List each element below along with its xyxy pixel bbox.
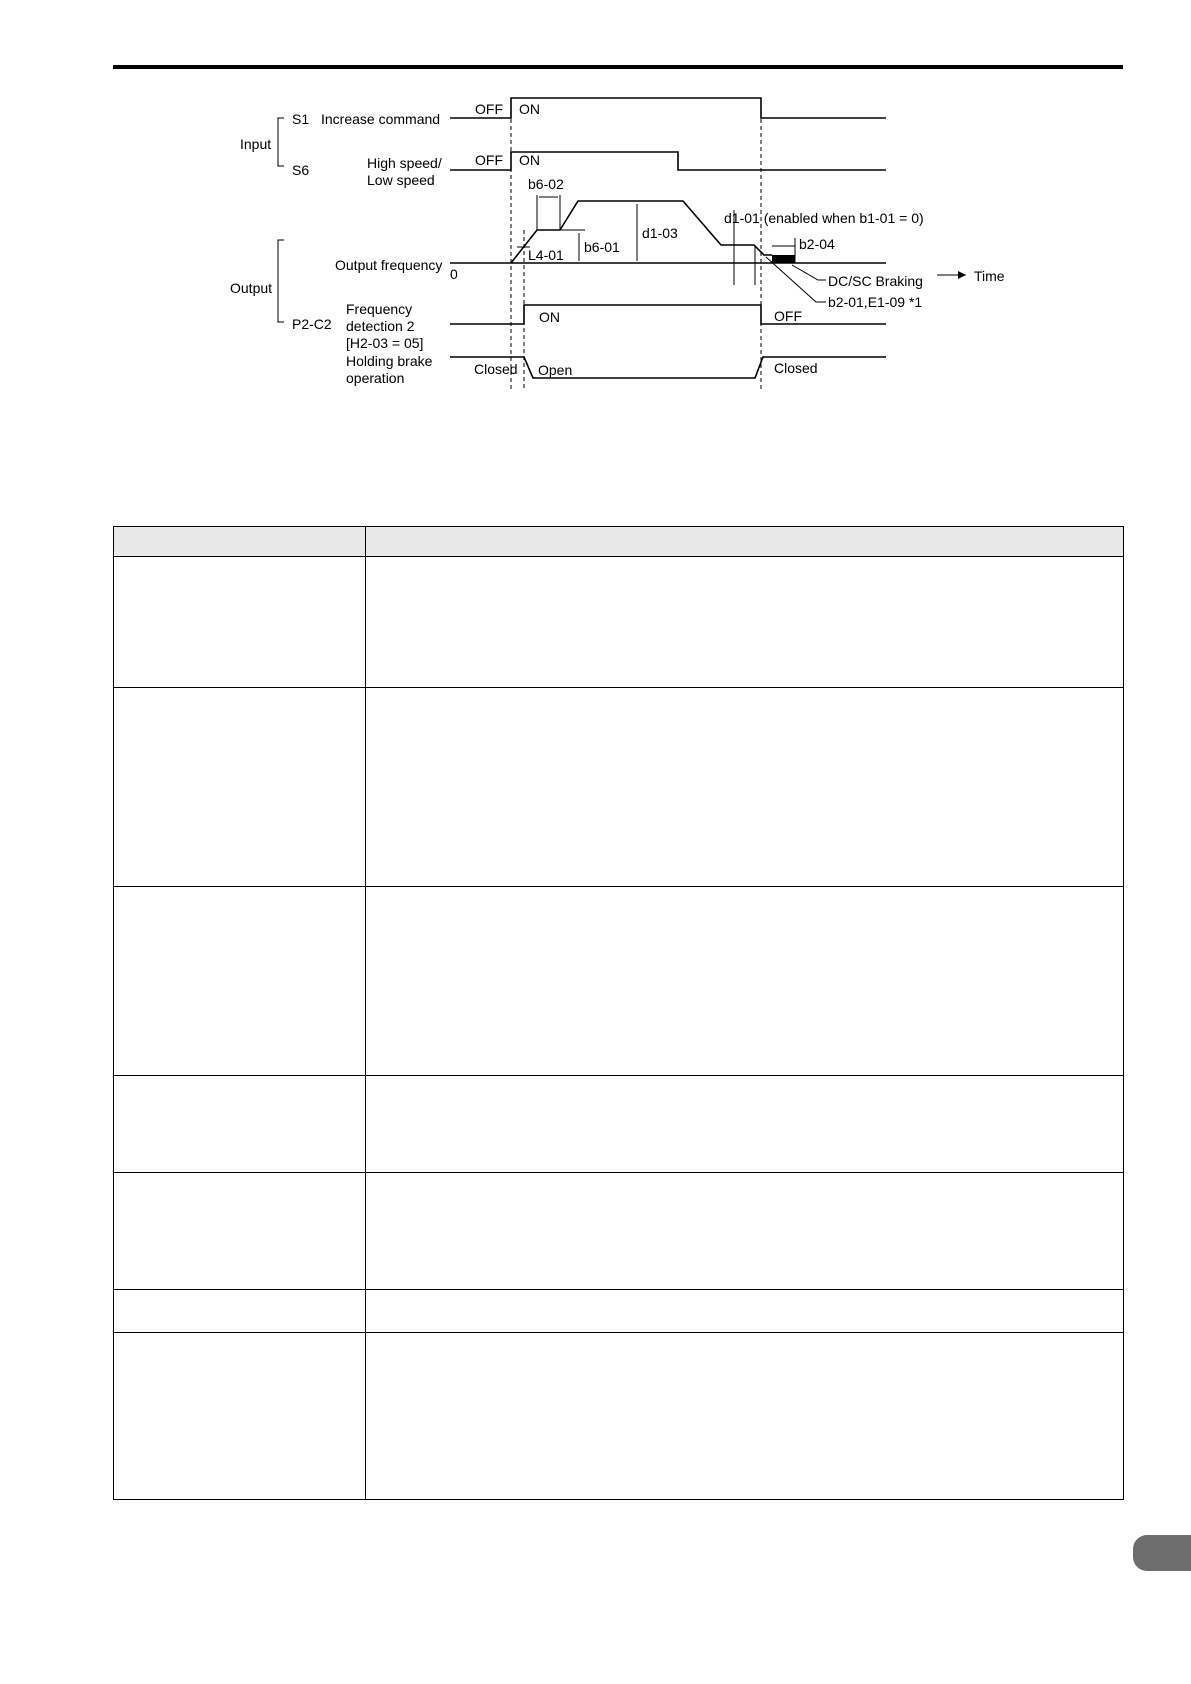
time-arrowhead bbox=[958, 271, 966, 279]
table-cell bbox=[114, 1290, 366, 1333]
b6-01-label: b6-01 bbox=[584, 239, 620, 255]
table-cell bbox=[366, 1290, 1124, 1333]
s1-off-label: OFF bbox=[475, 101, 503, 117]
p2c2-off-label: OFF bbox=[774, 308, 802, 324]
b2-01-label: b2-01,E1-09 *1 bbox=[828, 294, 923, 310]
freq-detection-label-2: detection 2 bbox=[346, 318, 415, 334]
time-label: Time bbox=[974, 268, 1005, 284]
s6-signal-label-2: Low speed bbox=[367, 172, 435, 188]
freq-detection-label-3: [H2-03 = 05] bbox=[346, 335, 424, 351]
brake-closed-label-2: Closed bbox=[774, 360, 818, 376]
table-header-cell-2 bbox=[366, 527, 1124, 557]
output-bracket bbox=[278, 240, 284, 322]
s6-waveform bbox=[450, 152, 886, 170]
s1-terminal: S1 bbox=[292, 111, 310, 127]
p2c2-terminal: P2-C2 bbox=[292, 316, 332, 332]
brake-timing-diagram bbox=[0, 0, 1191, 400]
dc-braking-label: DC/SC Braking bbox=[828, 273, 923, 289]
l4-01-label: L4-01 bbox=[528, 247, 564, 263]
table-cell bbox=[366, 688, 1124, 887]
zero-label: 0 bbox=[450, 266, 458, 282]
freq-detection-label-1: Frequency bbox=[346, 301, 413, 317]
s6-terminal: S6 bbox=[292, 162, 310, 178]
s1-signal-label: Increase command bbox=[321, 111, 441, 127]
table-cell bbox=[366, 1076, 1124, 1173]
brake-label-2: operation bbox=[346, 370, 405, 386]
table-row bbox=[114, 1076, 1124, 1173]
b2-04-label: b2-04 bbox=[799, 236, 835, 252]
table-cell bbox=[114, 1076, 366, 1173]
brake-label-1: Holding brake bbox=[346, 353, 433, 369]
dc-braking-leader bbox=[792, 265, 826, 280]
p2c2-on-label: ON bbox=[539, 309, 560, 325]
table-cell bbox=[366, 1333, 1124, 1500]
table-header-cell-1 bbox=[114, 527, 366, 557]
s6-on-label: ON bbox=[519, 152, 540, 168]
table-row bbox=[114, 1290, 1124, 1333]
input-bracket bbox=[278, 118, 284, 166]
brake-closed-label-1: Closed bbox=[474, 361, 518, 377]
table-row bbox=[114, 1333, 1124, 1500]
s6-signal-label-1: High speed/ bbox=[367, 155, 442, 171]
parameter-table bbox=[113, 526, 1124, 1500]
output-frequency-label: Output frequency bbox=[335, 257, 443, 273]
brake-open-label: Open bbox=[538, 362, 573, 378]
s1-waveform bbox=[450, 98, 886, 118]
table-cell bbox=[114, 1173, 366, 1290]
p2c2-waveform bbox=[450, 305, 886, 324]
table-cell bbox=[114, 688, 366, 887]
table-row bbox=[114, 688, 1124, 887]
b6-02-dimension bbox=[537, 195, 560, 230]
dc-braking-block bbox=[772, 255, 795, 263]
s1-on-label: ON bbox=[519, 101, 540, 117]
s6-off-label: OFF bbox=[475, 152, 503, 168]
d1-03-label: d1-03 bbox=[642, 225, 678, 241]
chapter-tab[interactable] bbox=[1133, 1535, 1191, 1571]
table-row bbox=[114, 1173, 1124, 1290]
output-group-label: Output bbox=[230, 280, 273, 296]
table-row bbox=[114, 887, 1124, 1076]
table-cell bbox=[114, 1333, 366, 1500]
table-cell bbox=[114, 557, 366, 688]
table-row bbox=[114, 557, 1124, 688]
table-cell bbox=[114, 887, 366, 1076]
table-header-row bbox=[114, 527, 1124, 557]
table-cell bbox=[366, 1173, 1124, 1290]
d1-01-label: d1-01 (enabled when b1-01 = 0) bbox=[724, 210, 924, 226]
b6-02-label: b6-02 bbox=[528, 176, 564, 192]
table-cell bbox=[366, 887, 1124, 1076]
input-group-label: Input bbox=[240, 136, 272, 152]
table-cell bbox=[366, 557, 1124, 688]
